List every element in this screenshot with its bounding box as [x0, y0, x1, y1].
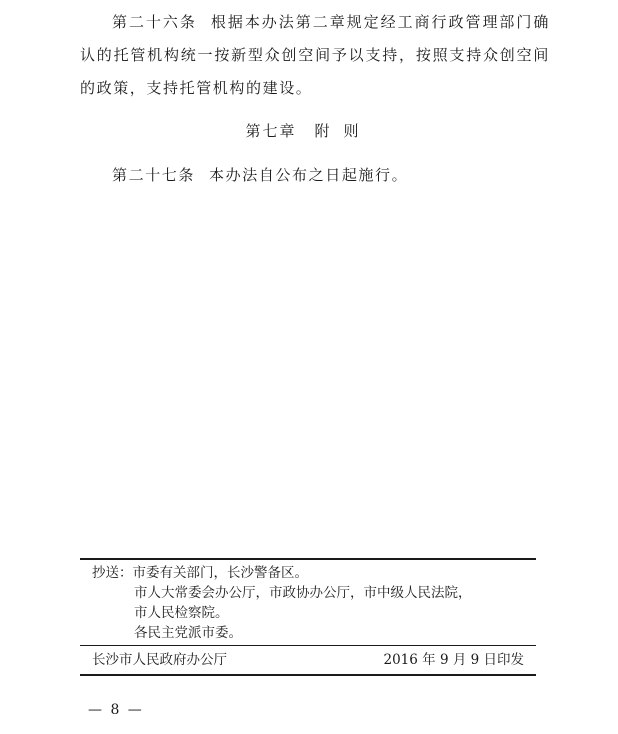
article-27-text: 本办法自公布之日起施行。: [209, 166, 409, 184]
article-26-paragraph: [80, 6, 550, 105]
distribution-block: [92, 563, 532, 643]
article-27-number: 第二十七条: [112, 166, 196, 184]
chapter-number: 第七章: [245, 122, 297, 140]
issuer-row: [92, 650, 524, 670]
chapter-title: 附则: [314, 122, 373, 140]
distribution-line-2: 市人大常委会办公厅，市政协办公厅，市中级人民法院，: [134, 585, 472, 601]
article-26-text: 根据本办法第二章规定经工商行政管理部门确认的托管机构统一按新型众创空间予以支持，按照支持众创空间的政策，支持托管机构的建设。: [80, 13, 550, 97]
article-26-number: 第二十六条: [112, 13, 197, 31]
article-27-paragraph: [80, 159, 550, 192]
issuer-name: 长沙市人民政府办公厅: [92, 652, 227, 668]
chapter-heading: [0, 116, 618, 146]
page-number: — 8 —: [88, 702, 144, 718]
distribution-line-3: 市人民检察院。: [134, 605, 229, 621]
issue-date: 2016 年 9 月 9 日印发: [383, 652, 524, 668]
distribution-line-4: 各民主党派市委。: [134, 625, 242, 641]
issuer-bottom-rule: [80, 674, 536, 676]
distribution-top-rule: [80, 558, 536, 560]
distribution-middle-rule: [80, 645, 536, 646]
distribution-recipients-1: 市委有关部门，长沙警备区。: [132, 565, 308, 581]
distribution-line-1: [92, 563, 532, 583]
distribution-label: 抄送：: [92, 565, 133, 581]
